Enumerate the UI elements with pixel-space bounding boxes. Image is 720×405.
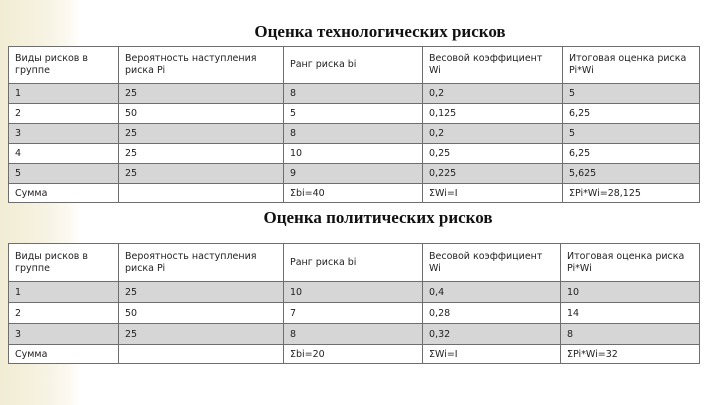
summary-label: Сумма — [9, 184, 119, 203]
header-weight: Весовой коэффициент Wi — [423, 47, 563, 84]
cell: 5 — [563, 84, 700, 104]
summary-score-total: ΣPi*Wi=32 — [561, 345, 700, 364]
cell: 0,225 — [423, 164, 563, 184]
cell: 1 — [9, 84, 119, 104]
cell: 25 — [119, 282, 284, 303]
cell: 6,25 — [563, 104, 700, 124]
technological-risks-table — [8, 46, 700, 203]
cell: 10 — [284, 282, 423, 303]
cell: 25 — [119, 124, 284, 144]
cell: 8 — [284, 84, 423, 104]
cell: 5 — [563, 124, 700, 144]
cell: 0,32 — [423, 324, 561, 345]
header-total: Итоговая оценка риска Pi*Wi — [561, 244, 700, 282]
cell: 8 — [284, 124, 423, 144]
cell: 0,125 — [423, 104, 563, 124]
cell: 14 — [561, 303, 700, 324]
cell: 2 — [9, 104, 119, 124]
summary-rank-total: Σbi=40 — [284, 184, 423, 203]
table-header-row — [9, 244, 700, 282]
summary-score-total: ΣPi*Wi=28,125 — [563, 184, 700, 203]
political-risks-table — [8, 243, 700, 364]
header-weight: Весовой коэффициент Wi — [423, 244, 561, 282]
table-row — [9, 104, 700, 124]
cell: 50 — [119, 303, 284, 324]
summary-label: Сумма — [9, 345, 119, 364]
cell: 25 — [119, 324, 284, 345]
header-risk-type: Виды рисков в группе — [9, 244, 119, 282]
table-row — [9, 124, 700, 144]
cell: 5,625 — [563, 164, 700, 184]
header-probability: Вероятность наступления риска Pi — [119, 244, 284, 282]
header-probability: Вероятность наступления риска Pi — [119, 47, 284, 84]
cell: 7 — [284, 303, 423, 324]
cell: 9 — [284, 164, 423, 184]
cell: 10 — [284, 144, 423, 164]
cell: 1 — [9, 282, 119, 303]
summary-cell — [119, 345, 284, 364]
cell: 8 — [284, 324, 423, 345]
summary-row — [9, 184, 700, 203]
header-risk-type: Виды рисков в группе — [9, 47, 119, 84]
cell: 25 — [119, 84, 284, 104]
header-rank: Ранг риска bi — [284, 47, 423, 84]
cell: 50 — [119, 104, 284, 124]
table-row — [9, 144, 700, 164]
cell: 0,4 — [423, 282, 561, 303]
cell: 3 — [9, 324, 119, 345]
cell: 5 — [284, 104, 423, 124]
cell: 5 — [9, 164, 119, 184]
table-row — [9, 84, 700, 104]
cell: 25 — [119, 164, 284, 184]
cell: 25 — [119, 144, 284, 164]
cell: 0,28 — [423, 303, 561, 324]
cell: 0,2 — [423, 124, 563, 144]
table-row — [9, 303, 700, 324]
summary-rank-total: Σbi=20 — [284, 345, 423, 364]
cell: 0,25 — [423, 144, 563, 164]
summary-cell — [119, 184, 284, 203]
table-row — [9, 324, 700, 345]
cell: 0,2 — [423, 84, 563, 104]
cell: 4 — [9, 144, 119, 164]
cell: 2 — [9, 303, 119, 324]
cell: 6,25 — [563, 144, 700, 164]
summary-weight-total: ΣWi=I — [423, 184, 563, 203]
table-row — [9, 164, 700, 184]
cell: 10 — [561, 282, 700, 303]
political-risks-title: Оценка политических рисков — [263, 208, 493, 227]
cell: 3 — [9, 124, 119, 144]
table-row — [9, 282, 700, 303]
table-header-row — [9, 47, 700, 84]
header-rank: Ранг риска bi — [284, 244, 423, 282]
header-total: Итоговая оценка риска Pi*Wi — [563, 47, 700, 84]
summary-weight-total: ΣWi=I — [423, 345, 561, 364]
summary-row — [9, 345, 700, 364]
cell: 8 — [561, 324, 700, 345]
technological-risks-title: Оценка технологических рисков — [254, 22, 506, 41]
